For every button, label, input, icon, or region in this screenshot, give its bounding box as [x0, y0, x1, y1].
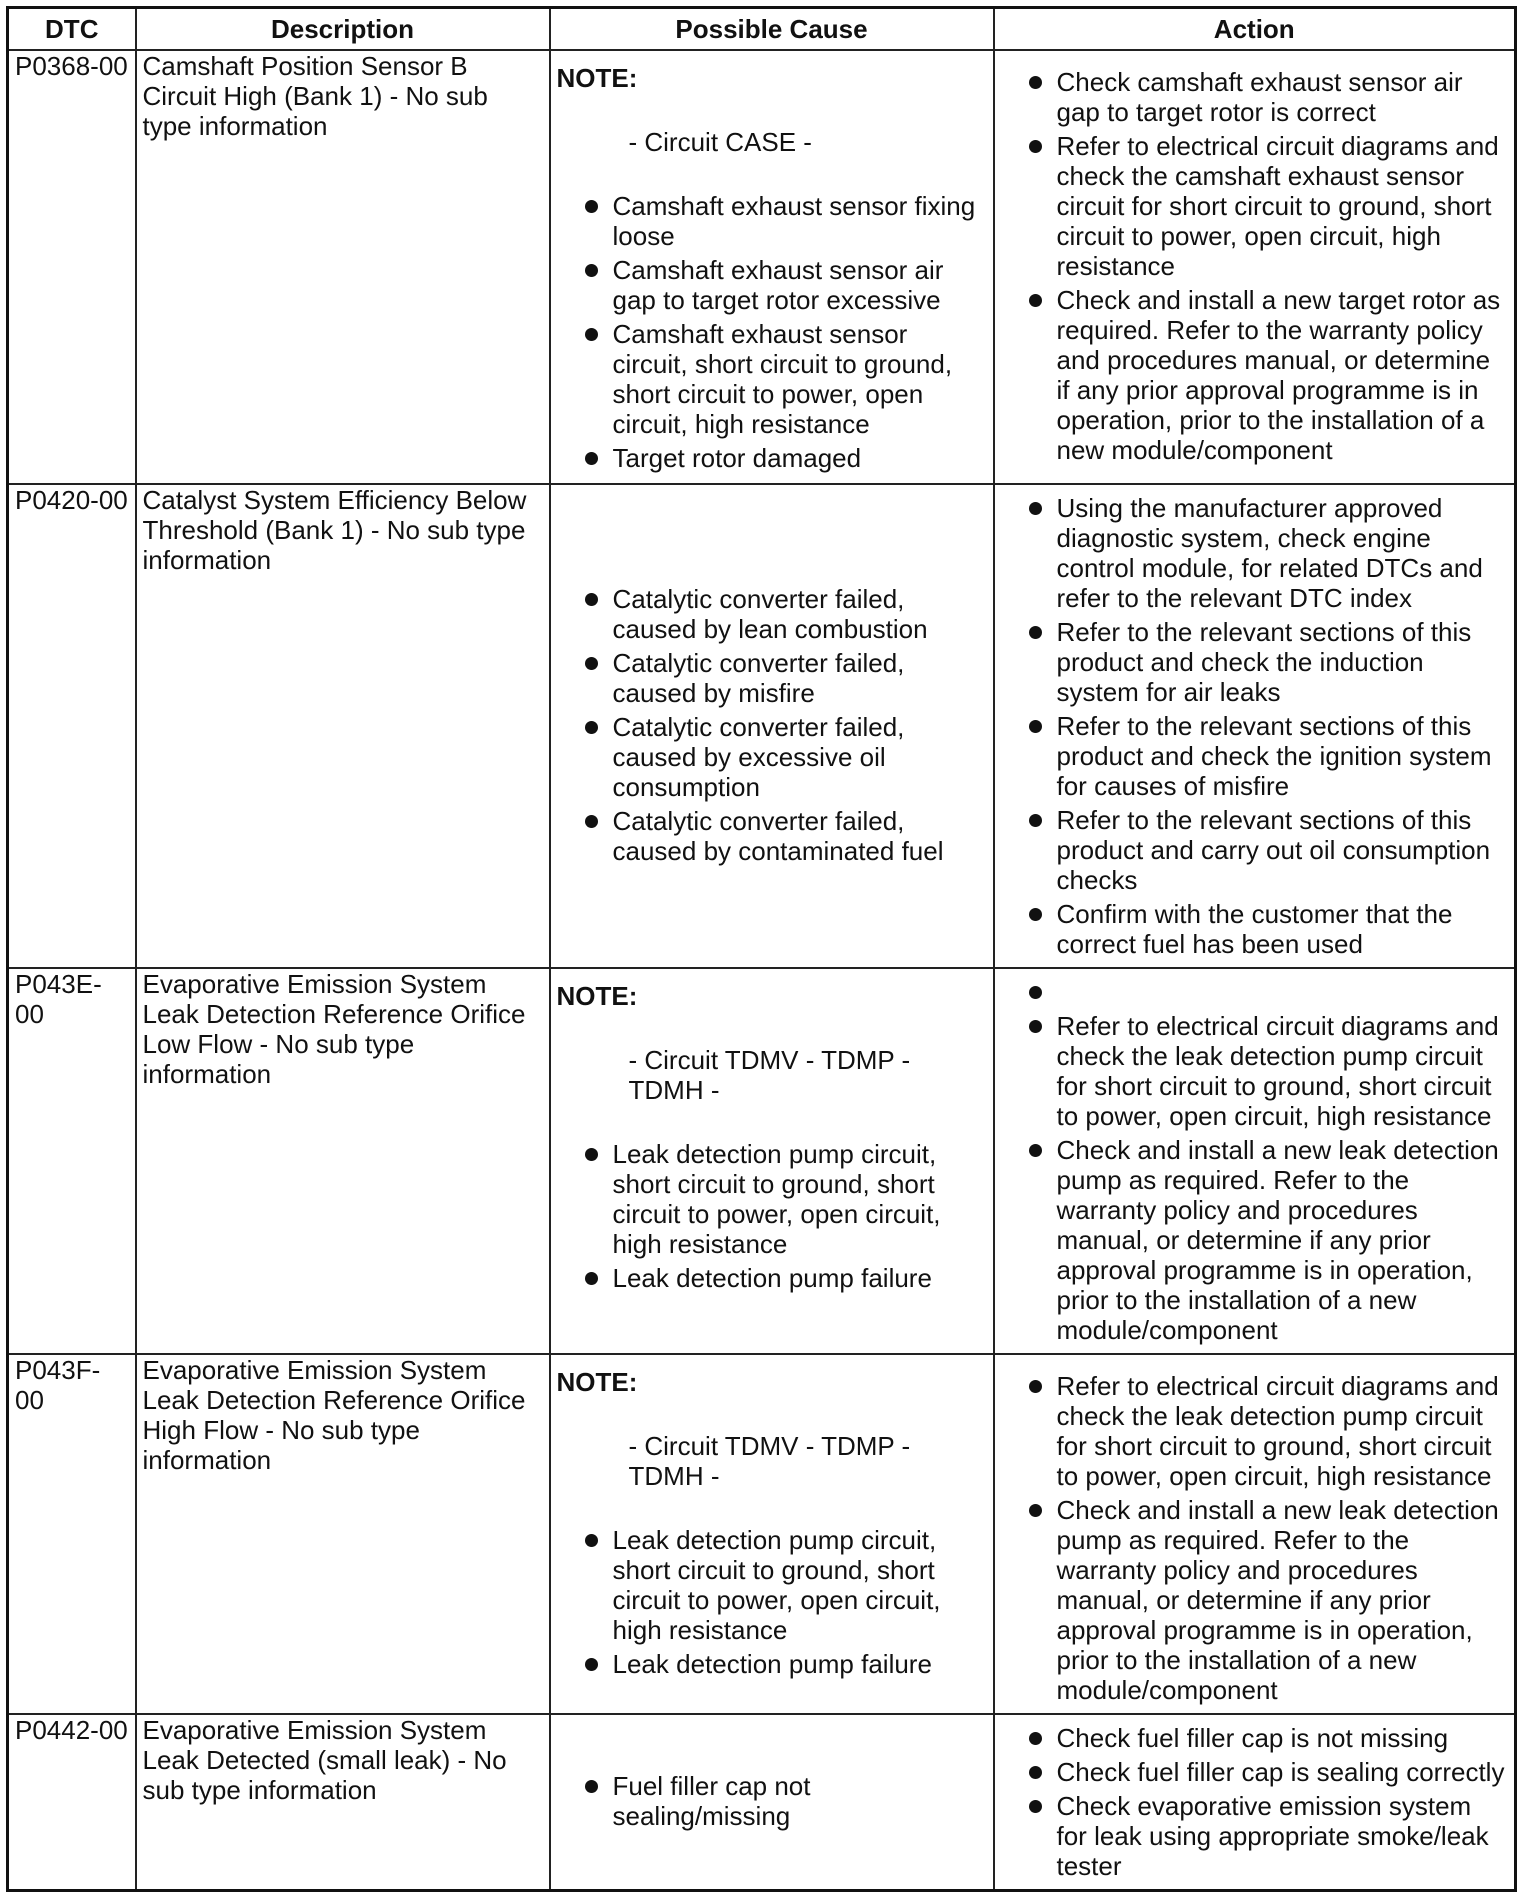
dtc-code: P0442-00 [8, 1714, 136, 1891]
circuit-label: - Circuit CASE - [628, 127, 812, 157]
action-item: Refer to electrical circuit diagrams and check the camshaft exhaust sensor circuit for short circuit to ground, short circuit to power, open circuit, high resistance [1017, 131, 1509, 281]
bullet-icon [1029, 1380, 1042, 1393]
action-item: Check evaporative emission system for leak using appropriate smoke/leak tester [1017, 1791, 1509, 1881]
action-cell [994, 1714, 1516, 1891]
action-item: Confirm with the customer that the correct fuel has been used [1017, 899, 1509, 959]
cause-list [573, 1771, 987, 1831]
bullet-icon [1029, 1732, 1042, 1745]
dtc-code: P043E-00 [8, 968, 136, 1354]
bullet-icon [1029, 294, 1042, 307]
cause-list [573, 1139, 987, 1293]
action-cell [994, 50, 1516, 484]
bullet-icon [1029, 1144, 1042, 1157]
header-action: Action [994, 8, 1516, 51]
bullet-icon [1029, 908, 1042, 921]
bullet-icon [1029, 1766, 1042, 1779]
cause-item: Catalytic converter failed, caused by excessive oil consumption [573, 712, 987, 802]
header-row [8, 8, 1516, 51]
possible-cause-cell [550, 50, 994, 484]
note-label: NOTE: [556, 63, 638, 93]
bullet-icon [585, 1148, 598, 1161]
header-possible-cause: Possible Cause [550, 8, 994, 51]
action-item: Check fuel filler cap is not missing [1017, 1723, 1509, 1753]
bullet-icon [1029, 76, 1042, 89]
action-item: Refer to electrical circuit diagrams and check the leak detection pump circuit for short circuit to ground, short circuit to power, open circuit, high resistance [1017, 1371, 1509, 1491]
cause-item: Leak detection pump failure [573, 1649, 987, 1679]
action-item: Check and install a new leak detection pump as required. Refer to the warranty policy and procedures manual, or determine if any prior approval programme is in operation, prior to the installation of a new module/component [1017, 1495, 1509, 1705]
note-label: NOTE: [556, 981, 638, 1011]
bullet-icon [1029, 502, 1042, 515]
bullet-icon [585, 1272, 598, 1285]
action-item: Check fuel filler cap is sealing correctly [1017, 1757, 1509, 1787]
bullet-icon [1029, 1800, 1042, 1813]
cause-item: Catalytic converter failed, caused by misfire [573, 648, 987, 708]
action-item: Refer to the relevant sections of this product and check the ignition system for causes of misfire [1017, 711, 1509, 801]
action-list [1017, 1723, 1509, 1881]
action-cell [994, 484, 1516, 968]
bullet-icon [585, 657, 598, 670]
bullet-icon [585, 721, 598, 734]
bullet-icon [585, 1658, 598, 1671]
bullet-icon [1029, 814, 1042, 827]
dtc-description: Camshaft Position Sensor B Circuit High (Bank 1) - No sub type information [136, 50, 550, 484]
bullet-icon [1029, 140, 1042, 153]
dtc-table [6, 6, 1517, 1892]
cause-item: Catalytic converter failed, caused by contaminated fuel [573, 806, 987, 866]
dtc-code: P0368-00 [8, 50, 136, 484]
cause-item: Target rotor damaged [573, 443, 987, 473]
action-cell [994, 1354, 1516, 1714]
action-item: Using the manufacturer approved diagnostic system, check engine control module, for related DTCs and refer to the relevant DTC index [1017, 493, 1509, 613]
bullet-icon [1029, 720, 1042, 733]
bullet-icon [585, 1534, 598, 1547]
circuit-label: - Circuit TDMV - TDMP - TDMH - [628, 1431, 911, 1491]
cause-item: Catalytic converter failed, caused by lean combustion [573, 584, 987, 644]
action-item: Check camshaft exhaust sensor air gap to target rotor is correct [1017, 67, 1509, 127]
bullet-icon [1029, 1504, 1042, 1517]
dtc-description: Evaporative Emission System Leak Detection Reference Orifice Low Flow - No sub type information [136, 968, 550, 1354]
possible-cause-cell [550, 1354, 994, 1714]
action-list [1017, 1371, 1509, 1705]
circuit-label: - Circuit TDMV - TDMP - TDMH - [628, 1045, 911, 1105]
cause-list [573, 584, 987, 866]
table-row [8, 968, 1516, 1354]
table-row [8, 1714, 1516, 1891]
action-list [1017, 977, 1509, 1345]
possible-cause-cell [550, 1714, 994, 1891]
cause-item: Leak detection pump circuit, short circuit to ground, short circuit to power, open circuit, high resistance [573, 1139, 987, 1259]
action-list [1017, 67, 1509, 465]
action-item: Check and install a new leak detection pump as required. Refer to the warranty policy and procedures manual, or determine if any prior approval programme is in operation, prior to the installation of a new module/component [1017, 1135, 1509, 1345]
possible-cause-cell [550, 484, 994, 968]
note-label: NOTE: [556, 1367, 638, 1397]
bullet-icon [585, 815, 598, 828]
action-item: Refer to electrical circuit diagrams and check the leak detection pump circuit for short circuit to ground, short circuit to power, open circuit, high resistance [1017, 1011, 1509, 1131]
bullet-icon [585, 264, 598, 277]
header-description: Description [136, 8, 550, 51]
dtc-code: P043F-00 [8, 1354, 136, 1714]
bullet-icon [1029, 986, 1042, 999]
dtc-code: P0420-00 [8, 484, 136, 968]
action-item: Refer to the relevant sections of this product and check the induction system for air leaks [1017, 617, 1509, 707]
cause-item: Camshaft exhaust sensor air gap to target rotor excessive [573, 255, 987, 315]
cause-list [573, 191, 987, 473]
bullet-icon [585, 593, 598, 606]
cause-item: Leak detection pump failure [573, 1263, 987, 1293]
cause-item: Fuel filler cap not sealing/missing [573, 1771, 987, 1831]
bullet-icon [585, 200, 598, 213]
action-list [1017, 493, 1509, 959]
cause-item: Leak detection pump circuit, short circuit to ground, short circuit to power, open circuit, high resistance [573, 1525, 987, 1645]
bullet-icon [585, 452, 598, 465]
bullet-icon [585, 328, 598, 341]
table-row [8, 50, 1516, 484]
dtc-description: Catalyst System Efficiency Below Threshold (Bank 1) - No sub type information [136, 484, 550, 968]
bullet-icon [1029, 1020, 1042, 1033]
cause-item: Camshaft exhaust sensor fixing loose [573, 191, 987, 251]
table-row [8, 1354, 1516, 1714]
header-dtc: DTC [8, 8, 136, 51]
action-cell [994, 968, 1516, 1354]
cause-item: Camshaft exhaust sensor circuit, short circuit to ground, short circuit to power, open circuit, high resistance [573, 319, 987, 439]
dtc-description: Evaporative Emission System Leak Detection Reference Orifice High Flow - No sub type information [136, 1354, 550, 1714]
table-row [8, 484, 1516, 968]
possible-cause-cell [550, 968, 994, 1354]
action-item [1017, 977, 1509, 1007]
cause-list [573, 1525, 987, 1679]
bullet-icon [1029, 626, 1042, 639]
action-item: Refer to the relevant sections of this product and carry out oil consumption checks [1017, 805, 1509, 895]
action-item: Check and install a new target rotor as required. Refer to the warranty policy and procedures manual, or determine if any prior approval programme is in operation, prior to the installation of a new module/component [1017, 285, 1509, 465]
dtc-description: Evaporative Emission System Leak Detected (small leak) - No sub type information [136, 1714, 550, 1891]
bullet-icon [585, 1780, 598, 1793]
